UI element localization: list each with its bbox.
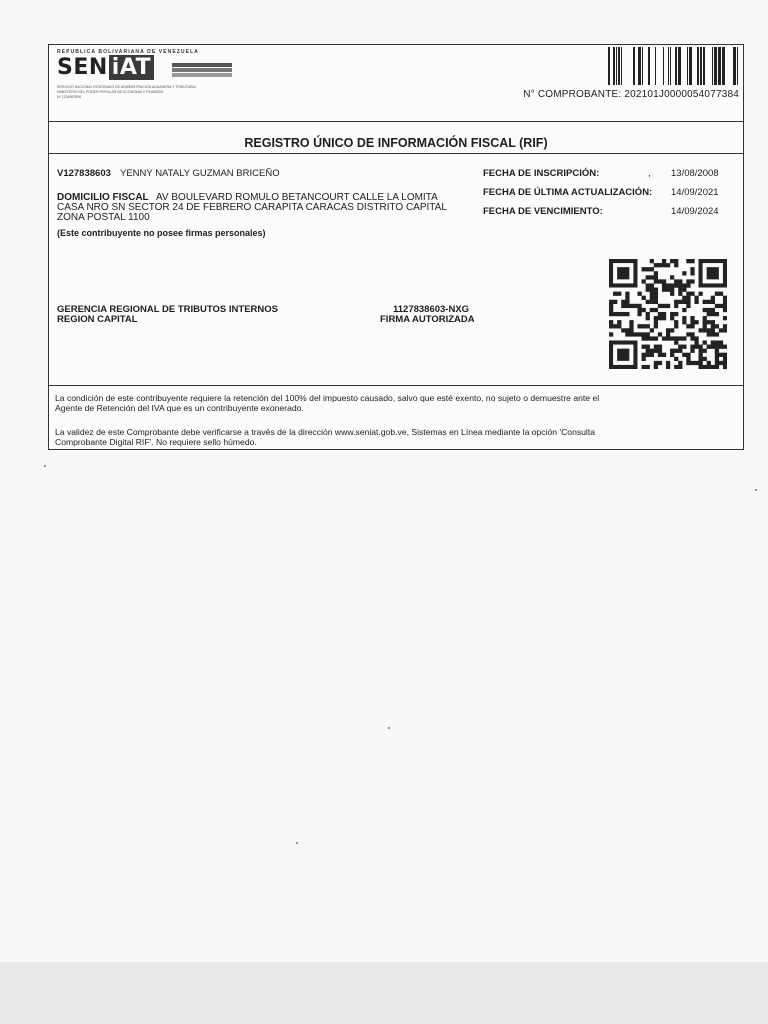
date-mark: ,: [648, 168, 651, 179]
divider: [49, 153, 743, 154]
seniat-logo: [57, 49, 237, 101]
logo-wordmark: SEN iAT: [57, 55, 154, 80]
signature-label: FIRMA AUTORIZADA: [380, 314, 475, 325]
address-label: DOMICILIO FISCAL: [57, 192, 149, 203]
date-label-inscripcion: FECHA DE INSCRIPCIÓN:: [483, 168, 600, 179]
office-line-1: GERENCIA REGIONAL DE TRIBUTOS INTERNOS: [57, 304, 278, 315]
validity-notice: La validez de este Comprobante debe verificarse a través de la dirección www.seniat.gob.ve, Sistemas en Línea mediante la opción 'Consulta Comprobante Digital RIF'. No requiere sello húmedo.: [55, 427, 596, 447]
signature-code: 1127838603-NXG: [393, 304, 470, 315]
scan-speck: [44, 465, 46, 467]
qr-code-icon: [609, 259, 727, 369]
address-line-1: AV BOULEVARD ROMULO BETANCOURT CALLE LA LOMITA: [156, 192, 438, 203]
logo-country-text: REPUBLICA BOLIVARIANA DE VENEZUELA: [57, 49, 199, 55]
rif-number: V127838603: [57, 168, 111, 179]
barcode-icon: [608, 47, 740, 85]
address-line-2: CASA NRO SN SECTOR 24 DE FEBRERO CARAPITA CARACAS DISTRITO CAPITAL: [57, 202, 447, 213]
page-bottom-edge: [0, 962, 768, 1024]
office-line-2: REGION CAPITAL: [57, 314, 138, 325]
document-title: REGISTRO ÚNICO DE INFORMACIÓN FISCAL (RIF): [244, 136, 548, 150]
address-line-3: ZONA POSTAL 1100: [57, 212, 150, 223]
taxpayer-name: YENNY NATALY GUZMAN BRICEÑO: [120, 168, 280, 179]
retention-notice: La condición de este contribuyente requiere la retención del 100% del impuesto causado, salvo que esté exento, no sujeto o demuestre ante el Agente de Retención del IVA que es un contribuyente exonerado.: [55, 393, 600, 413]
date-label-actualizacion: FECHA DE ÚLTIMA ACTUALIZACIÓN:: [483, 187, 653, 198]
flag-icon: [172, 63, 232, 77]
rif-certificate: [48, 44, 744, 450]
signatures-note: (Este contribuyente no posee firmas personales): [57, 228, 266, 238]
date-value-vencimiento: 14/09/2024: [671, 206, 719, 217]
logo-subtitle: SERVICIO NACIONAL INTEGRADO DE ADMINISTRACION ADUANERA Y TRIBUTARIA MINISTERIO DEL PODER POPULAR DE ECONOMIA Y FINANZAS Nº 1234567890: [57, 85, 196, 99]
divider: [49, 385, 743, 386]
scan-speck: [296, 842, 298, 844]
scan-speck: [388, 727, 390, 729]
comprobante-number: N° COMPROBANTE: 202101J0000054077384: [523, 89, 739, 100]
date-label-vencimiento: FECHA DE VENCIMIENTO:: [483, 206, 603, 217]
date-value-inscripcion: 13/08/2008: [671, 168, 719, 179]
certificate-header: [49, 45, 743, 122]
scan-speck: [755, 489, 757, 491]
date-value-actualizacion: 14/09/2021: [671, 187, 719, 198]
